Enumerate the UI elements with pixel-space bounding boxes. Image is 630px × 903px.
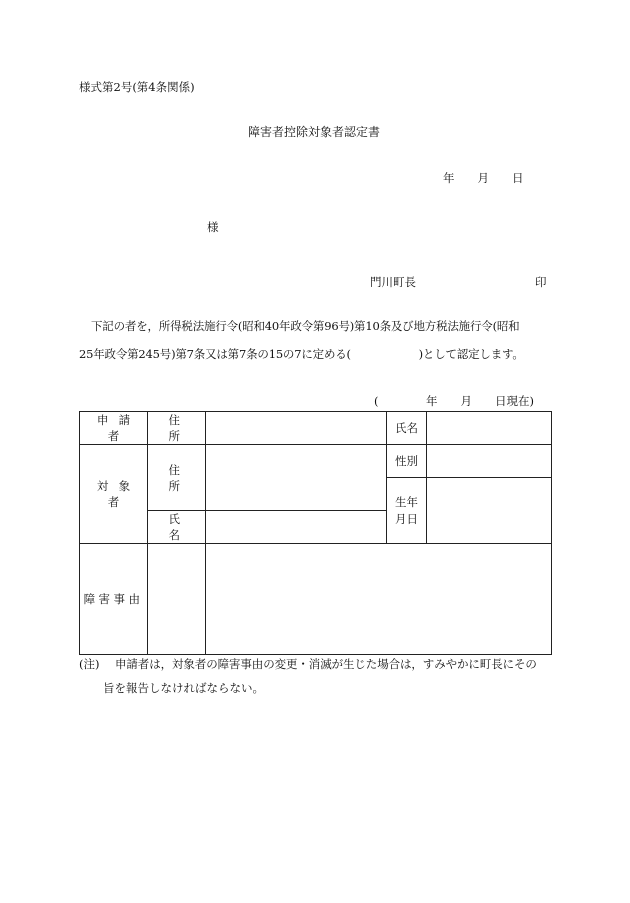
applicant-label: 申請者 xyxy=(80,412,148,445)
subject-address-field[interactable] xyxy=(206,445,387,511)
issue-date: 年 月 日 xyxy=(443,171,524,185)
certification-table xyxy=(79,411,552,655)
applicant-name-field[interactable] xyxy=(427,412,552,445)
form-number: 様式第2号(第4条関係) xyxy=(79,80,195,94)
subject-sex-field[interactable] xyxy=(427,445,552,478)
applicant-name-label: 氏名 xyxy=(387,412,427,445)
subject-name-label: 氏名 xyxy=(148,511,206,544)
subject-name-field[interactable] xyxy=(206,511,387,544)
disability-reason-label: 障害事由 xyxy=(80,544,148,655)
subject-dob-label: 生年月日 xyxy=(387,478,427,544)
seal-mark: 印 xyxy=(535,275,547,289)
note-line-2: 旨を報告しなければならない。 xyxy=(103,681,264,695)
addressee-suffix: 様 xyxy=(207,220,219,234)
as-of-open-paren: ( xyxy=(374,394,379,408)
document-title: 障害者控除対象者認定書 xyxy=(248,125,381,139)
disability-reason-field[interactable] xyxy=(206,544,552,655)
applicant-address-field[interactable] xyxy=(206,412,387,445)
disability-reason-blank-cell[interactable] xyxy=(148,544,206,655)
body-text-line-1: 下記の者を，所得税法施行令(昭和40年政令第96号)第10条及び地方税法施行令(昭和 xyxy=(91,319,520,333)
issuer-name: 門川町長 xyxy=(370,275,416,289)
as-of-date: 年 月 日現在) xyxy=(426,394,534,408)
subject-dob-field[interactable] xyxy=(427,478,552,544)
subject-label: 対象者 xyxy=(80,445,148,544)
note-line-1: 申請者は，対象者の障害事由の変更・消滅が生じた場合は，すみやかに町長にその xyxy=(115,657,537,671)
note-label: (注) xyxy=(79,657,100,671)
applicant-address-label: 住所 xyxy=(148,412,206,445)
subject-sex-label: 性別 xyxy=(387,445,427,478)
subject-address-label: 住所 xyxy=(148,445,206,511)
body-text-line-2: 25年政令第245号)第7条又は第7条の15の7に定める( )として認定します。 xyxy=(79,347,524,361)
